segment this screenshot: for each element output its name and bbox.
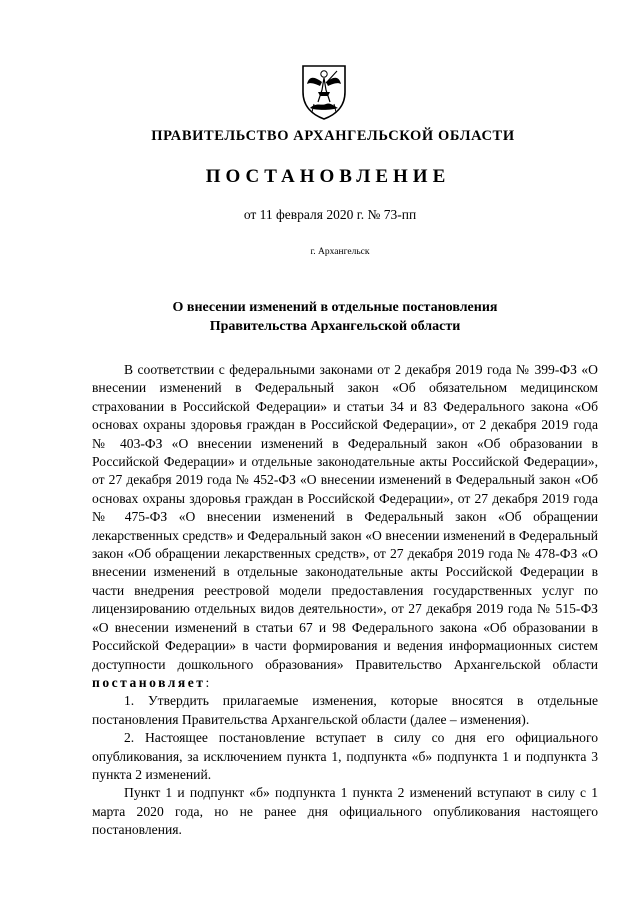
subject-line-2: Правительства Архангельской области (209, 319, 461, 334)
document-body (92, 361, 598, 840)
coat-of-arms-icon (300, 62, 348, 120)
preamble-paragraph (92, 361, 598, 692)
subject-line-1: О внесении изменений в отдельные постановления (172, 300, 498, 315)
clause-2-note: Пункт 1 и подпункт «б» подпункта 1 пункта 2 изменений вступают в силу с 1 марта 2020 года, но не ранее дня официального опубликования настоящего постановления. (92, 785, 598, 838)
document-subject (0, 298, 640, 336)
decree-colon: : (205, 674, 210, 690)
clause-1: 1. Утвердить прилагаемые изменения, которые вносятся в отдельные постановления Правительства Архангельской области (далее – изменения). (92, 693, 598, 727)
decree-word: постановляет (92, 674, 206, 690)
preamble-text: В соответствии с федеральными законами от 2 декабря 2019 года № 399-ФЗ «О внесении изменений в Федеральный закон «Об обязательном медицинском страховании в Российской Федерации» и статьи 34 и 83 Федерального закона «Об основах охраны здоровья граждан в Российской Федерации», от 2 декабря 2019 года № 403-ФЗ «О внесении изменений в Федеральный закон «Об образовании в Российской Федерации» и отдельные законодательные акты Российской Федерации», от 27 декабря 2019 года № 452-ФЗ «О внесении изменений в Федеральный закон «Об основах охраны здоровья граждан в Российской Федерации», от 27 декабря 2019 года № 475-ФЗ «О внесении изменений в Федеральный закон «Об обращении лекарственных средств» и Федеральный закон «О внесении изменений в Федеральный закон «Об обращении лекарственных средств», от 27 декабря 2019 года № 478-ФЗ «О внесении изменений в отдельные законодательные акты Российской Федерации в части внедрения реестровой модели предоставления государственных услуг по лицензированию отдельных видов деятельности», от 27 декабря 2019 года № 515-ФЗ «О внесении изменений в статьи 67 и 98 Федерального закона «Об образовании в Российской Федерации» в части формирования и ведения информационных систем доступности дошкольного образования» Правительство Архангельской области (92, 362, 598, 672)
organization-name: ПРАВИТЕЛЬСТВО АРХАНГЕЛЬСКОЙ ОБЛАСТИ (151, 128, 515, 144)
document-type: ПОСТАНОВЛЕНИЕ (205, 166, 451, 187)
document-city: г. Архангельск (310, 247, 370, 257)
clause-2: 2. Настоящее постановление вступает в силу со дня его официального опубликования, за исключением пункта 1, подпункта «б» подпункта 1 и подпункта 3 пункта 2 изменений. (92, 730, 598, 782)
document-date-number: от 11 февраля 2020 г. № 73-пп (243, 207, 417, 222)
